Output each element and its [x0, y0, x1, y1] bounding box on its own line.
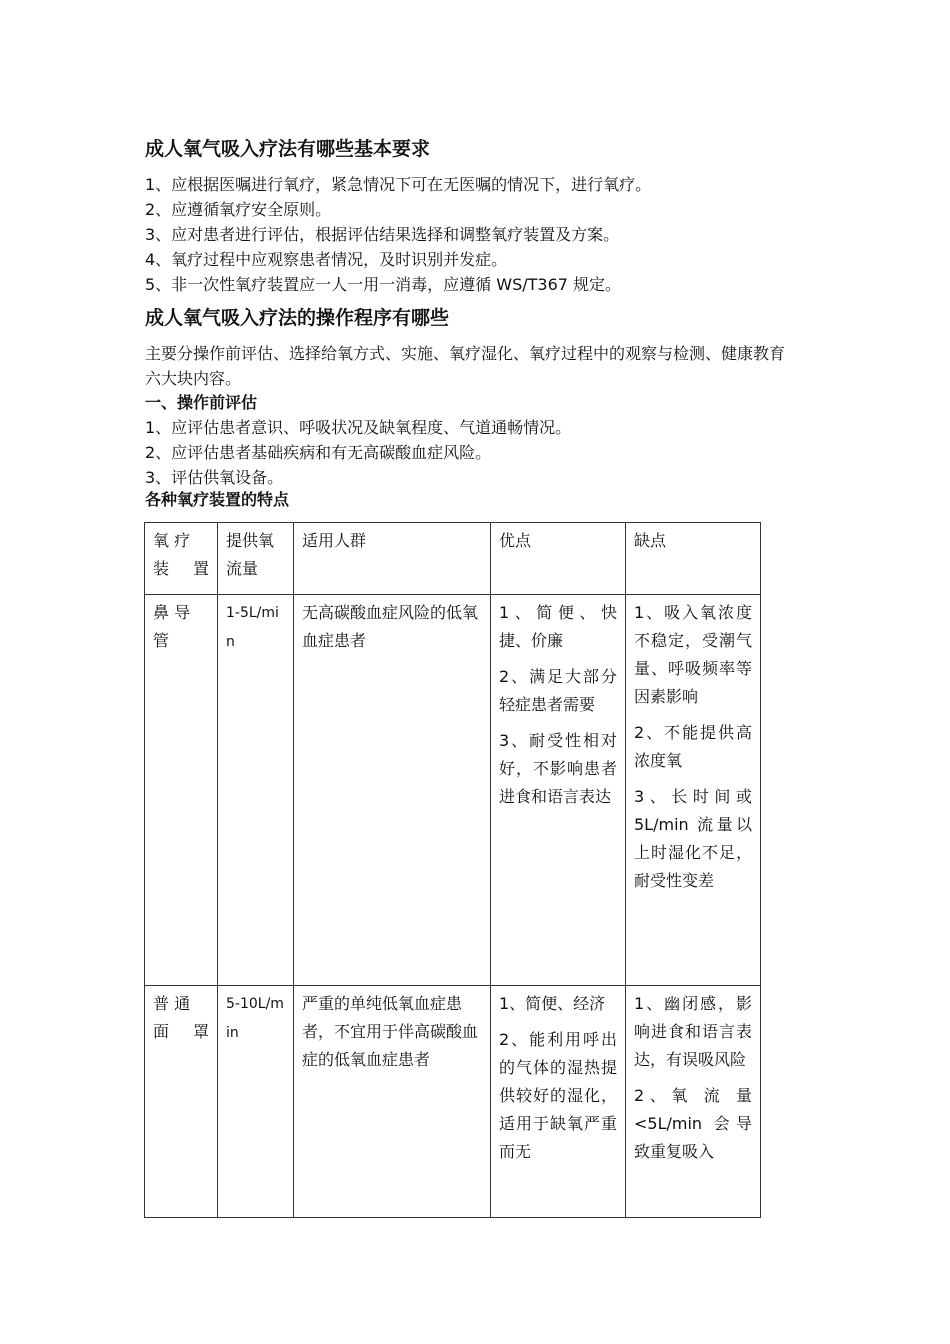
pros-point: 1、简便、经济 [499, 994, 606, 1013]
cons-cell [626, 595, 761, 986]
population-cell: 无高碳酸血症风险的低氧血症患者 [294, 595, 491, 986]
pros-point: 2、满足大部分轻症患者需要 [499, 667, 617, 714]
cons-point: 3、长时间或5L/min 流量以上时湿化不足，耐受性变差 [634, 787, 752, 890]
section1-title: 成人氧气吸入疗法有哪些基本要求 [145, 138, 431, 160]
requirement-item-2: 2、应遵循氧疗安全原则。 [145, 200, 332, 219]
requirement-item-5: 5、非一次性氧疗装置应一人一用一消毒，应遵循 WS/T367 规定。 [145, 275, 622, 294]
header-flow: 提供氧流量 [218, 523, 294, 595]
pros-cell [491, 986, 626, 1218]
cons-point: 1、幽闭感，影响进食和语言表达，有误吸风险 [634, 994, 752, 1069]
assessment-subheading: 一、操作前评估 [145, 393, 258, 412]
cons-point: 2、不能提供高浓度氧 [634, 723, 752, 770]
device-cell: 普 通 面罩 [145, 986, 218, 1218]
section2-intro: 主要分操作前评估、选择给氧方式、实施、氧疗湿化、氧疗过程中的观察与检测、健康教育六大块内容。 [145, 344, 786, 388]
pros-point: 2、能利用呼出的气体的湿热提供较好的湿化，适用于缺氧严重而无 [499, 1030, 617, 1161]
table-caption: 各种氧疗装置的特点 [145, 490, 290, 509]
requirement-item-1: 1、应根据医嘱进行氧疗，紧急情况下可在无医嘱的情况下，进行氧疗。 [145, 175, 652, 194]
pros-point: 1、简便、快捷、价廉 [499, 603, 617, 650]
device-cell: 鼻 导 管 [145, 595, 218, 986]
cons-point: 2、氧 流 量<5L/min 会导致重复吸入 [634, 1086, 752, 1161]
table-row [145, 595, 761, 986]
header-population: 适用人群 [294, 523, 491, 595]
cons-point: 1、吸入氧浓度不稳定，受潮气量、呼吸频率等因素影响 [634, 603, 752, 706]
flow-cell: 1-5L/min [218, 595, 294, 986]
assessment-item-2: 2、应评估患者基础疾病和有无高碳酸血症风险。 [145, 443, 492, 462]
table-header-row [145, 523, 761, 595]
pros-point: 3、耐受性相对好，不影响患者进食和语言表达 [499, 731, 617, 806]
document-body [145, 130, 805, 510]
section2-title: 成人氧气吸入疗法的操作程序有哪些 [145, 307, 450, 329]
pros-cell [491, 595, 626, 986]
table-row [145, 986, 761, 1218]
header-pros: 优点 [491, 523, 626, 595]
header-cons: 缺点 [626, 523, 761, 595]
flow-cell: 5-10L/min [218, 986, 294, 1218]
cons-cell [626, 986, 761, 1218]
oxygen-device-table [144, 522, 761, 1218]
requirement-item-3: 3、应对患者进行评估，根据评估结果选择和调整氧疗装置及方案。 [145, 225, 620, 244]
assessment-item-3: 3、评估供氧设备。 [145, 468, 284, 487]
assessment-item-1: 1、应评估患者意识、呼吸状况及缺氧程度、气道通畅情况。 [145, 418, 572, 437]
population-cell: 严重的单纯低氧血症患者，不宜用于伴高碳酸血症的低氧血症患者 [294, 986, 491, 1218]
requirement-item-4: 4、氧疗过程中应观察患者情况，及时识别并发症。 [145, 250, 508, 269]
header-device: 氧 疗 装置 [145, 523, 218, 595]
